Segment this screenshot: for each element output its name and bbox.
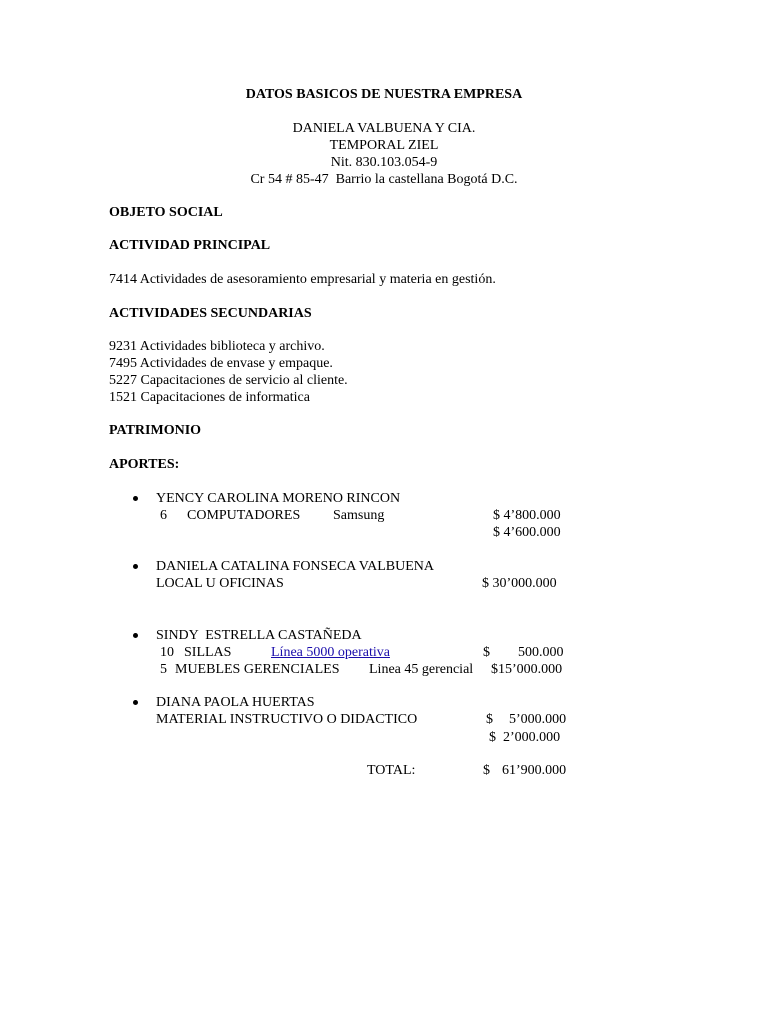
bullet-icon [133,564,138,569]
heading-objeto-social: OBJETO SOCIAL [109,205,223,220]
line-amount-symbol: $ [483,645,490,660]
line-amount: $ 4’600.000 [493,525,561,540]
line-amount: $15’000.000 [491,662,563,677]
company-trade-name: TEMPORAL ZIEL [329,138,439,153]
line-qty: 5 [160,662,167,677]
company-nit: Nit. 830.103.054-9 [330,155,438,170]
line-amount: $ 30’000.000 [482,576,557,591]
heading-actividad-principal: ACTIVIDAD PRINCIPAL [109,238,271,253]
contributor-name: DANIELA CATALINA FONSECA VALBUENA [156,559,434,574]
line-amount: $ 2’000.000 [489,730,561,745]
heading-actividades-secundarias: ACTIVIDADES SECUNDARIAS [109,306,312,321]
actividad-secundaria-item: 5227 Capacitaciones de servicio al cliente. [109,373,348,388]
total-label: TOTAL: [367,763,416,778]
actividad-principal-text: 7414 Actividades de asesoramiento empresarial y materia en gestión. [109,272,496,287]
contributor-name: DIANA PAOLA HUERTAS [156,695,315,710]
line-item: LOCAL U OFICINAS [156,576,284,591]
bullet-icon [133,633,138,638]
line-item: MATERIAL INSTRUCTIVO O DIDACTICO [156,712,418,727]
total-value: 61’900.000 [502,763,567,778]
company-address: Cr 54 # 85-47 Barrio la castellana Bogotá D.C. [250,172,518,187]
actividad-secundaria-item: 9231 Actividades biblioteca y archivo. [109,339,325,354]
line-qty: 10 [160,645,174,660]
line-qty: 6 [160,508,167,523]
line-amount-symbol: $ [486,712,493,727]
line-amount-value: 5’000.000 [509,712,567,727]
line-amount-value: 500.000 [518,645,564,660]
bullet-icon [133,700,138,705]
line-detail: Linea 45 gerencial [369,662,474,677]
contributor-name: YENCY CAROLINA MORENO RINCON [156,491,401,506]
heading-aportes: APORTES: [109,457,180,472]
bullet-icon [133,496,138,501]
line-amount: $ 4’800.000 [493,508,561,523]
heading-patrimonio: PATRIMONIO [109,423,202,438]
line-detail: Samsung [333,508,385,523]
total-symbol: $ [483,763,490,778]
line-detail-link[interactable]: Línea 5000 operativa [271,645,390,660]
line-item: MUEBLES GERENCIALES [175,662,340,677]
document-title: DATOS BASICOS DE NUESTRA EMPRESA [245,87,523,102]
company-name: DANIELA VALBUENA Y CIA. [292,121,476,136]
contributor-name: SINDY ESTRELLA CASTAÑEDA [156,628,362,643]
line-item: COMPUTADORES [187,508,301,523]
line-item: SILLAS [184,645,232,660]
actividad-secundaria-item: 7495 Actividades de envase y empaque. [109,356,333,371]
actividad-secundaria-item: 1521 Capacitaciones de informatica [109,390,310,405]
